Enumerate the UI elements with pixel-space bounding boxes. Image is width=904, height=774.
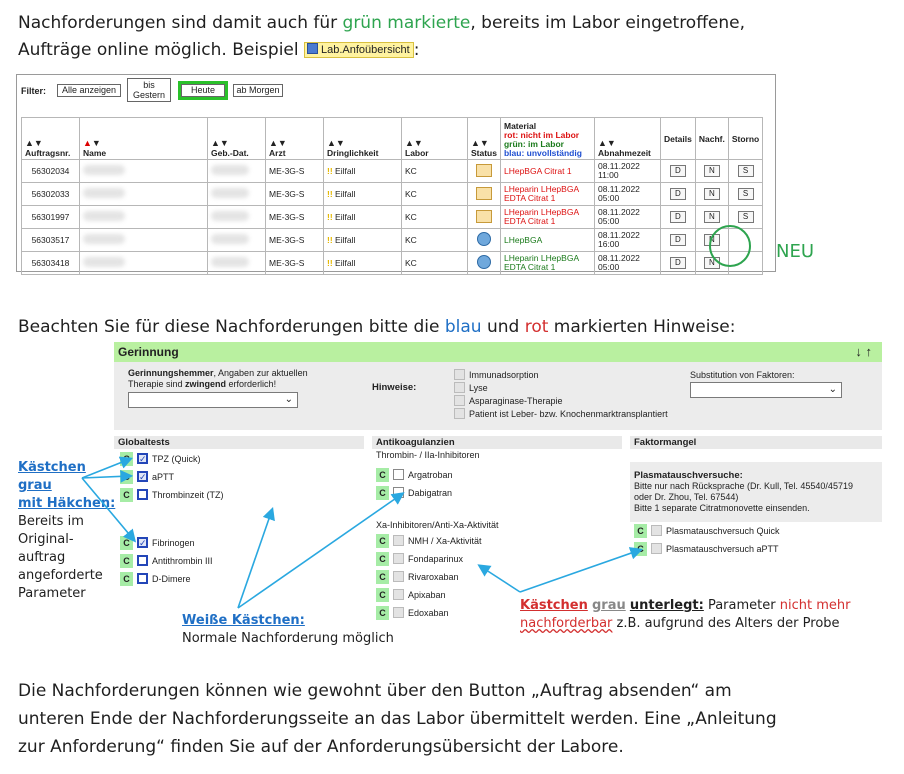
- thrombin-inhibitor-item[interactable]: C Argatroban: [376, 468, 453, 482]
- xa-inhibitors-label: Xa-Inhibitoren/Anti-Xa-Aktivität: [376, 520, 499, 530]
- col-details: Details: [660, 118, 695, 160]
- details-button[interactable]: D: [670, 165, 686, 177]
- nachforderung-button[interactable]: N: [704, 165, 720, 177]
- col-material: Material rot: nicht im Labor grün: im Labor blau: unvollständig: [500, 118, 594, 160]
- col-labor[interactable]: ▲▼ Labor: [402, 118, 468, 160]
- nachforderung-button[interactable]: N: [704, 188, 720, 200]
- collection-time: 08.11.2022 05:00: [594, 183, 660, 206]
- arrow-to-aptt: [82, 476, 130, 478]
- col-auftragsnr[interactable]: ▲▼ Auftragsnr.: [22, 118, 80, 160]
- nachforderung-button[interactable]: N: [704, 234, 720, 246]
- order-number: 56302034: [22, 160, 80, 183]
- material: LHepBGA Citrat 1: [500, 160, 594, 183]
- outro-line: unteren Ende der Nachforderungsseite an das Labor übermittelt werden. Eine „Anleitung: [18, 709, 777, 729]
- col-dringlichkeit[interactable]: ▲▼ Dringlichkeit: [324, 118, 402, 160]
- hint-checkbox-item[interactable]: Patient ist Leber- bzw. Knochenmarktransplantiert: [454, 407, 668, 421]
- col-nachf: Nachf.: [695, 118, 728, 160]
- sort-arrows-icon[interactable]: ▲▼: [269, 138, 287, 148]
- arrow-to-fondaparinux: [480, 566, 520, 592]
- thrombin-inhibitor-item[interactable]: C Dabigatran: [376, 486, 452, 500]
- section2-text-2: und: [481, 317, 525, 337]
- urgency: !! Eilfall: [324, 160, 402, 183]
- urgent-icon: !!: [327, 235, 333, 245]
- global-test-item[interactable]: C✓ Fibrinogen: [120, 536, 195, 550]
- material: LHeparin LHepBGA EDTA Citrat 1: [500, 252, 594, 275]
- urgency: !! Eilfall: [324, 252, 402, 275]
- chevron-down-icon: ⌄: [828, 384, 837, 395]
- lab: KC: [402, 229, 468, 252]
- arrow-to-white-box: [238, 510, 272, 608]
- sort-arrows-icon[interactable]: ▲▼: [83, 138, 101, 148]
- urgent-icon: !!: [327, 258, 333, 268]
- col-abnahmezeit[interactable]: ▲▼ Abnahmezeit: [594, 118, 660, 160]
- doctor: ME-3G-S: [266, 229, 324, 252]
- section2-red: rot: [524, 317, 549, 337]
- material: LHeparin LHepBGA EDTA Citrat 1: [500, 206, 594, 229]
- urgent-icon: !!: [327, 212, 333, 222]
- sort-arrows-icon[interactable]: ▲▼: [597, 138, 616, 148]
- lab: KC: [402, 183, 468, 206]
- order-number: 56303418: [22, 252, 80, 275]
- collection-time: 08.11.2022 11:00: [594, 160, 660, 183]
- collection-time: 08.11.2022 05:00: [594, 252, 660, 275]
- intro-text: Nachforderungen sind damit auch für: [18, 13, 343, 33]
- storno-button[interactable]: S: [738, 165, 754, 177]
- filter-from-tomorrow-button[interactable]: ab Morgen: [233, 84, 283, 97]
- anticoagulant-note: Gerinnungshemmer, Angaben zur aktuellen Therapie sind zwingend erforderlich!: [128, 368, 308, 389]
- nachforderung-button[interactable]: N: [704, 257, 720, 269]
- col-arzt[interactable]: ▲▼ Arzt: [266, 118, 324, 160]
- global-test-item[interactable]: C Thrombinzeit (TZ): [120, 488, 224, 502]
- global-test-item[interactable]: C✓ TPZ (Quick): [120, 452, 201, 466]
- annotation-gray-checked: Kästchen grau mit Häkchen: Bereits im Original- auftrag angeforderte Parameter: [18, 460, 116, 601]
- hint-checkbox-item[interactable]: Asparaginase-Therapie: [454, 394, 563, 408]
- sort-arrows-icon[interactable]: ▲▼: [327, 138, 345, 148]
- outro-line: zur Anforderung“ finden Sie auf der Anforderungsübersicht der Labore.: [18, 737, 624, 757]
- c-badge: C: [376, 534, 389, 548]
- c-badge: C: [120, 488, 133, 502]
- hinweise-label: Hinweise:: [372, 382, 417, 393]
- plasma-text: Bitte nur nach Rücksprache (Dr. Kull, Tel. 45540/45719: [634, 481, 853, 491]
- sort-arrows-icon[interactable]: ▲▼: [25, 138, 43, 148]
- doctor: ME-3G-S: [266, 252, 324, 275]
- plasma-title: Plasmatauschversuche:: [634, 470, 743, 481]
- filter-today-button[interactable]: Heute: [181, 84, 225, 97]
- xa-inhibitor-item: C Rivaroxaban: [376, 570, 459, 584]
- annotation-gray-background: Kästchen grau unterlegt: Parameter nicht mehr nachforderbar z.B. aufgrund des Alters der Probe: [520, 598, 851, 631]
- globaltests-header: Globaltests: [114, 436, 364, 449]
- thrombin-inhibitors-label: Thrombin- / IIa-Inhibitoren: [376, 450, 480, 460]
- xa-inhibitor-item: C NMH / Xa-Aktivität: [376, 534, 482, 548]
- outro-line: Die Nachforderungen können wie gewohnt über den Button „Auftrag absenden“ am: [18, 681, 732, 701]
- col-gebdat[interactable]: ▲▼ Geb.-Dat.: [208, 118, 266, 160]
- faktormangel-header: Faktormangel: [630, 436, 882, 449]
- hint-checkbox-item[interactable]: Immunadsorption: [454, 368, 539, 382]
- xa-inhibitor-item: C Edoxaban: [376, 606, 449, 620]
- c-badge: C: [120, 470, 133, 484]
- details-button[interactable]: D: [670, 211, 686, 223]
- collection-time: 08.11.2022 16:00: [594, 229, 660, 252]
- c-badge: C: [376, 588, 389, 602]
- neu-label: NEU: [776, 241, 815, 262]
- arrow-to-fibrinogen: [82, 478, 134, 540]
- doctor: ME-3G-S: [266, 183, 324, 206]
- section2-text-3: markierten Hinweise:: [548, 317, 736, 337]
- details-button[interactable]: D: [670, 234, 686, 246]
- c-badge: C: [376, 606, 389, 620]
- storno-button[interactable]: S: [738, 211, 754, 223]
- order-number: 56301997: [22, 206, 80, 229]
- plasma-test-item: C Plasmatauschversuch Quick: [634, 524, 780, 538]
- intro-text-3: Aufträge online möglich. Beispiel: [18, 40, 305, 60]
- lab: KC: [402, 206, 468, 229]
- material: LHepBGA: [500, 229, 594, 252]
- plasma-text: oder Dr. Zhou, Tel. 67544): [634, 492, 739, 502]
- c-badge: C: [376, 468, 389, 482]
- details-button[interactable]: D: [670, 257, 686, 269]
- details-button[interactable]: D: [670, 188, 686, 200]
- order-number: 56303517: [22, 229, 80, 252]
- section2-blue: blau: [444, 317, 482, 337]
- chevron-down-icon: ⌄: [284, 394, 293, 405]
- plasma-text: Bitte 1 separate Citratmonovette einsenden.: [634, 503, 810, 513]
- xa-inhibitor-item: C Apixaban: [376, 588, 446, 602]
- collection-time: 08.11.2022 05:00: [594, 206, 660, 229]
- material: LHeparin LHepBGA EDTA Citrat 1: [500, 183, 594, 206]
- intro-text-2: , bereits im Labor eingetroffene,: [470, 13, 746, 33]
- c-badge: C: [376, 570, 389, 584]
- doctor: ME-3G-S: [266, 160, 324, 183]
- col-status[interactable]: ▲▼ Status: [468, 118, 501, 160]
- global-test-item[interactable]: C Antithrombin III: [120, 554, 213, 568]
- substitution-label: Substitution von Faktoren:: [690, 370, 795, 380]
- hint-checkbox-item[interactable]: Lyse: [454, 381, 488, 395]
- urgency: !! Eilfall: [324, 229, 402, 252]
- c-badge: C: [634, 524, 647, 538]
- nachforderung-button[interactable]: N: [704, 211, 720, 223]
- filter-all-button[interactable]: Alle anzeigen: [57, 84, 121, 97]
- lab: KC: [402, 252, 468, 275]
- antikoagulanzien-header: Antikoagulanzien: [372, 436, 622, 449]
- lab: KC: [402, 160, 468, 183]
- urgent-icon: !!: [327, 166, 333, 176]
- sort-arrows-icon[interactable]: ▲▼: [405, 138, 423, 148]
- urgency: !! Eilfall: [324, 206, 402, 229]
- annotation-white-boxes: Weiße Kästchen: Normale Nachforderung möglich: [182, 613, 394, 646]
- intro-green-text: grün markierte: [342, 13, 471, 33]
- filter-label: Filter:: [21, 86, 47, 96]
- c-badge: C: [120, 554, 133, 568]
- arrow-to-tpz: [82, 459, 130, 478]
- section2-text: Beachten Sie für diese Nachforderungen bitte die: [18, 317, 445, 337]
- c-badge: C: [120, 536, 133, 550]
- c-badge: C: [120, 572, 133, 586]
- storno-button[interactable]: S: [738, 188, 754, 200]
- urgency: !! Eilfall: [324, 183, 402, 206]
- xa-inhibitor-item: C Fondaparinux: [376, 552, 463, 566]
- c-badge: C: [376, 486, 389, 500]
- move-up-down-icon[interactable]: ↓ ↑: [855, 344, 872, 359]
- plasma-test-item: C Plasmatauschversuch aPTT: [634, 542, 779, 556]
- col-storno: Storno: [728, 118, 762, 160]
- doctor: ME-3G-S: [266, 206, 324, 229]
- filter-until-yesterday-button[interactable]: bis Gestern: [127, 78, 171, 102]
- c-badge: C: [376, 552, 389, 566]
- outro-paragraph: [18, 677, 777, 761]
- intro-colon: :: [413, 40, 420, 60]
- sort-arrows-icon[interactable]: ▲▼: [211, 138, 229, 148]
- arrow-to-plasma: [520, 550, 640, 592]
- urgent-icon: !!: [327, 189, 333, 199]
- order-number: 56302033: [22, 183, 80, 206]
- c-badge: C: [120, 452, 133, 466]
- global-test-item[interactable]: C✓ aPTT: [120, 470, 174, 484]
- col-name[interactable]: ▲▼ Name: [80, 118, 208, 160]
- gerinnung-title: Gerinnung: [118, 345, 179, 359]
- lab-overview-label: Lab.Anfoübersicht: [321, 44, 410, 56]
- sort-arrows-icon[interactable]: ▲▼: [471, 138, 489, 148]
- arrow-to-dabigatran: [238, 494, 402, 608]
- c-badge: C: [634, 542, 647, 556]
- global-test-item[interactable]: C D-Dimere: [120, 572, 191, 586]
